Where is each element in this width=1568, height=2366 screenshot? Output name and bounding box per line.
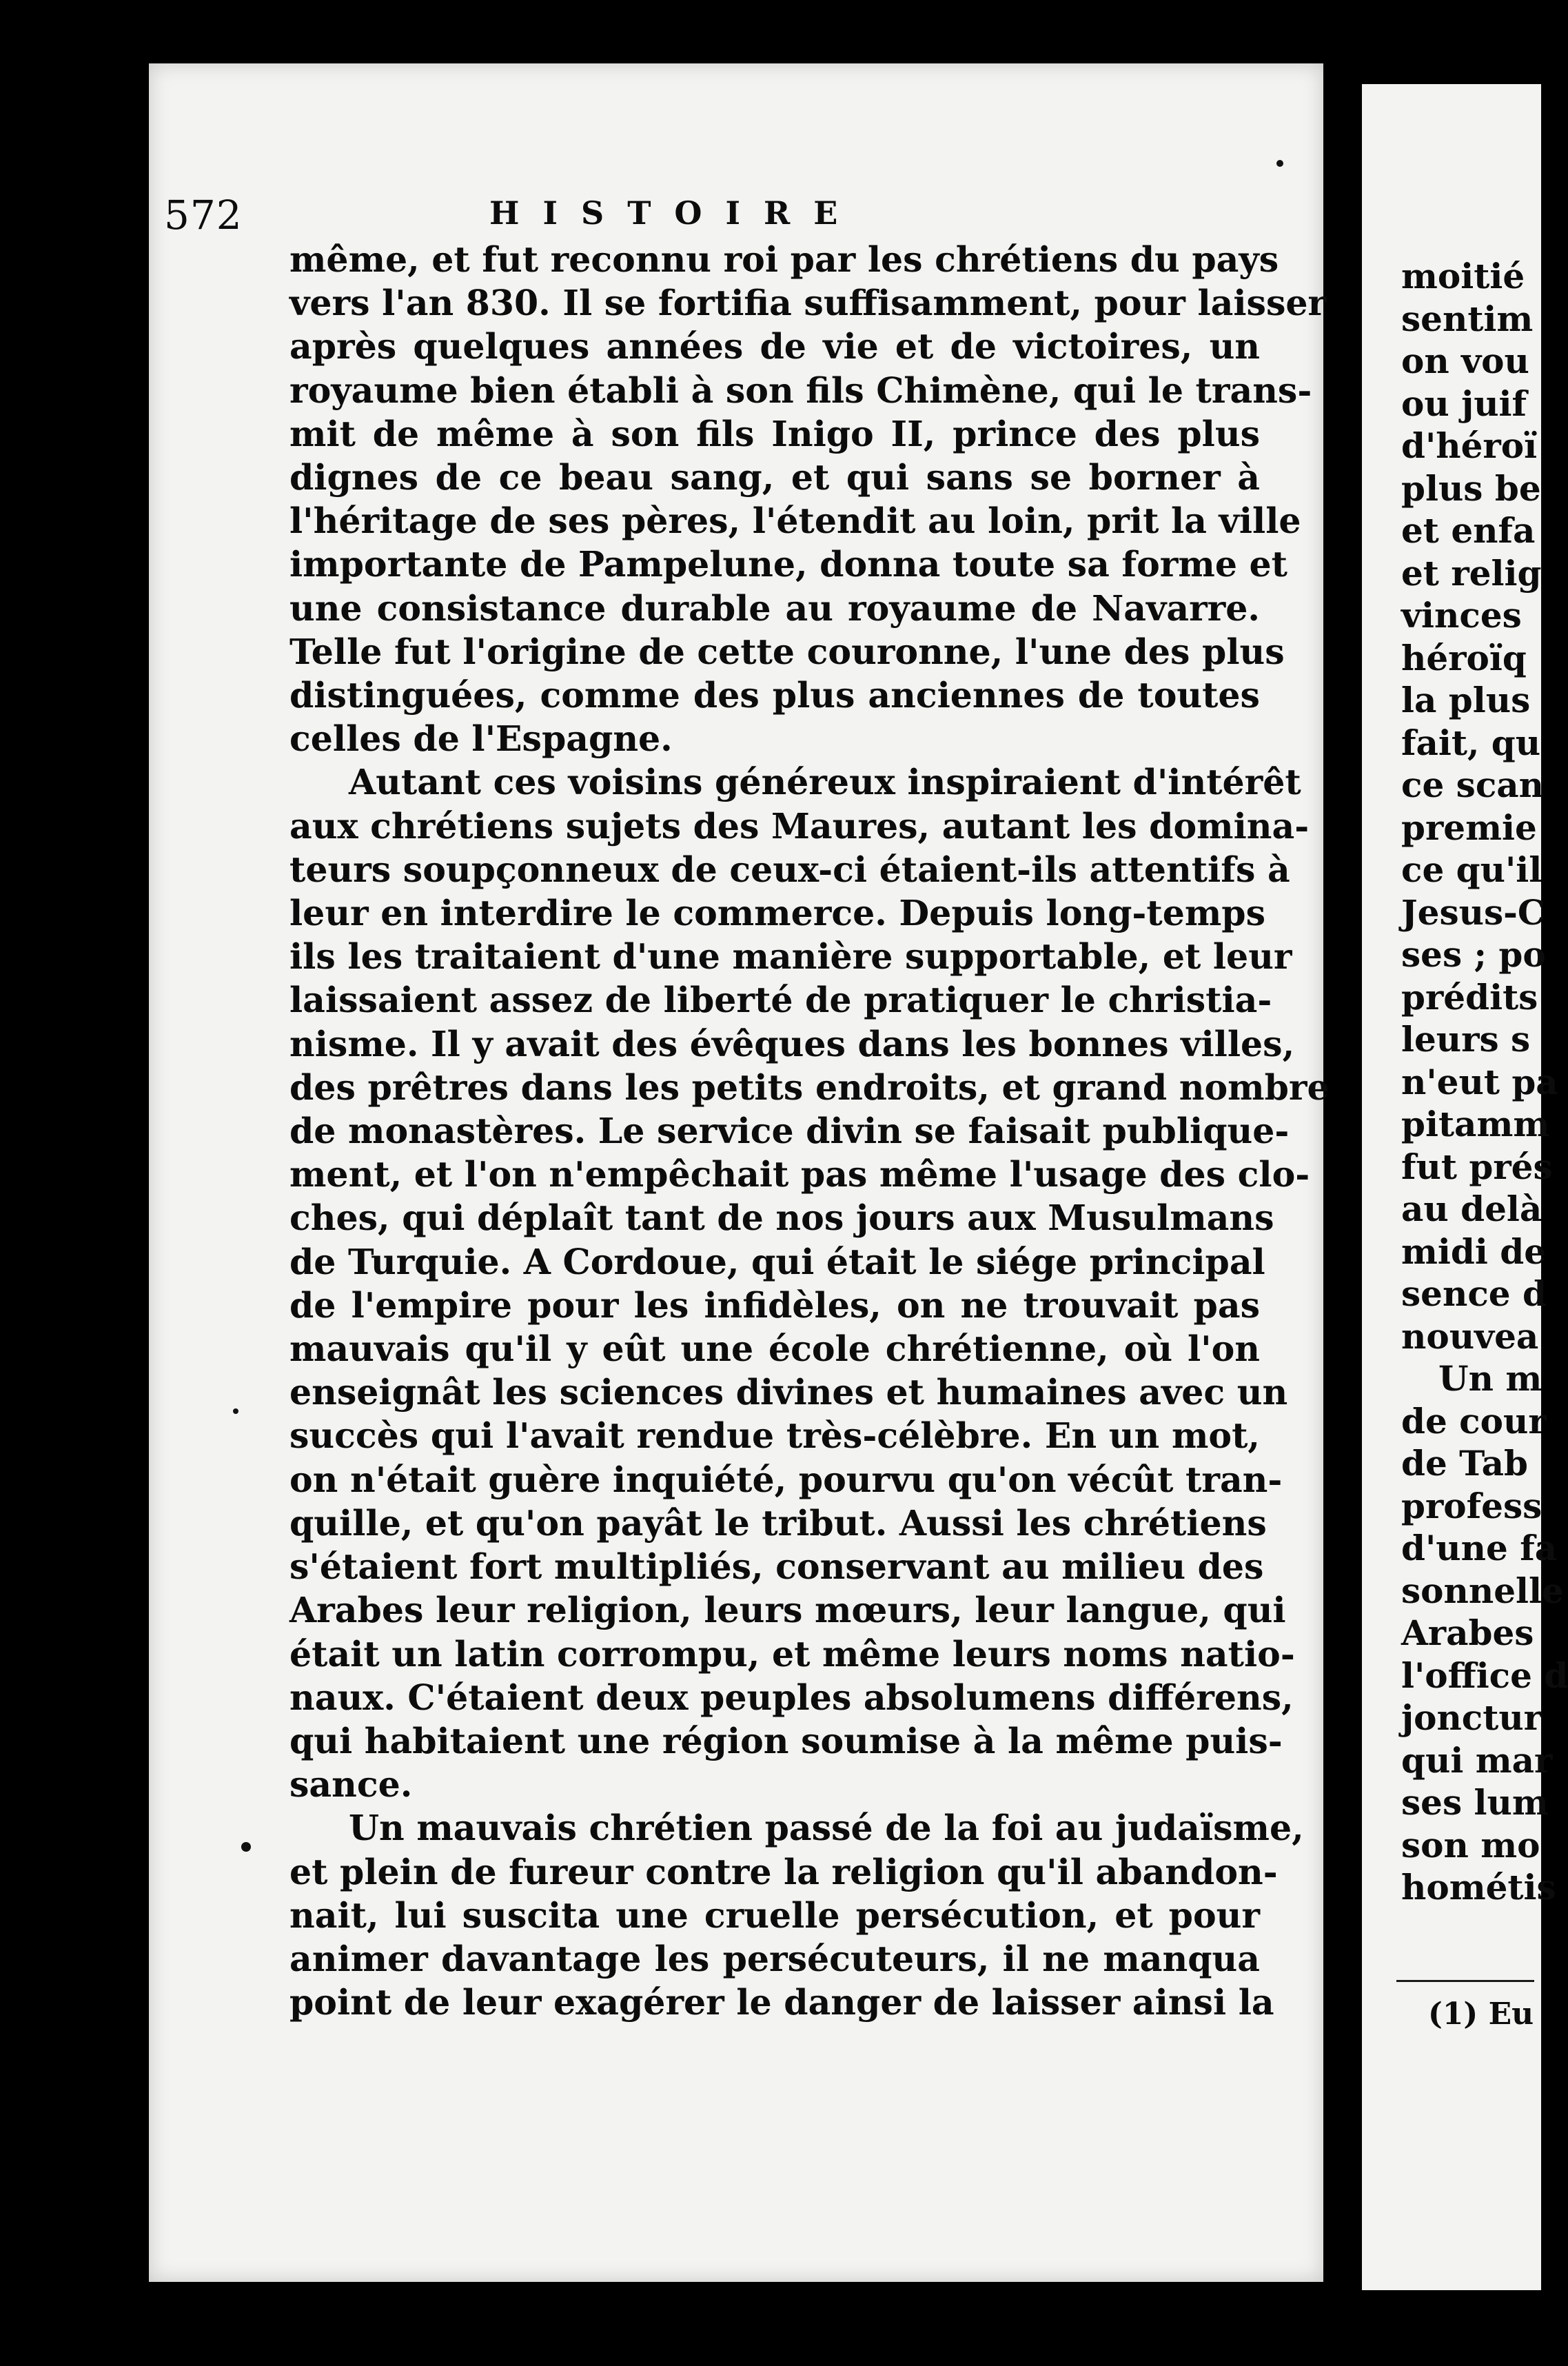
text-line-fragment: son mo <box>1401 1824 1540 1866</box>
text-line-fragment: hométis <box>1401 1867 1556 1908</box>
text-line: on n'était guère inquiété, pourvu qu'on vécût tran- <box>289 1459 1283 1500</box>
text-line-fragment: plus be <box>1401 467 1541 509</box>
text-line-fragment: vinces <box>1401 595 1522 636</box>
footnote-rule <box>1396 1980 1534 1982</box>
page-number: 572 <box>164 192 243 239</box>
text-line: l'héritage de ses pères, l'étendit au loin, prit la ville <box>289 501 1301 542</box>
text-line: nisme. Il y avait des évêques dans les bonnes villes, <box>289 1023 1295 1064</box>
text-line-fragment: héroïq <box>1401 637 1527 678</box>
text-line-fragment: ce scan <box>1401 765 1545 805</box>
text-line: mauvais qu'il y eût une école chrétienne, où l'on <box>289 1328 1260 1370</box>
text-line-fragment: nouvea <box>1401 1315 1539 1357</box>
text-line: sance. <box>289 1764 413 1806</box>
text-line: Arabes leur religion, leurs mœurs, leur langue, qui <box>289 1590 1286 1631</box>
text-line: aux chrétiens sujets des Maures, autant les domina- <box>289 805 1310 847</box>
text-line: enseignât les sciences divines et humaines avec un <box>289 1372 1288 1413</box>
text-line: importante de Pampelune, donna toute sa forme et <box>289 544 1288 585</box>
text-line: des prêtres dans les petits endroits, et grand nombre <box>289 1066 1330 1108</box>
text-line: vers l'an 830. Il se fortifia suffisamment, pour laisser <box>289 283 1327 324</box>
text-line: laissaient assez de liberté de pratiquer le christia- <box>289 980 1272 1021</box>
text-line: Telle fut l'origine de cette couronne, l'une des plus <box>289 631 1285 672</box>
footnote: (1) Eu <box>1428 1996 1534 2032</box>
text-line: nait, lui suscita une cruelle persécution, et pour <box>289 1894 1260 1936</box>
text-line: animer davantage les persécuteurs, il ne manqua <box>289 1938 1260 1979</box>
text-line-fragment: Arabes <box>1401 1612 1534 1653</box>
text-line-fragment: qui mar <box>1401 1739 1553 1781</box>
text-line-fragment: on vou <box>1401 341 1529 381</box>
text-line: celles de l'Espagne. <box>289 718 673 760</box>
text-line: teurs soupçonneux de ceux-ci étaient-ils attentifs à <box>289 849 1290 890</box>
text-line-fragment: ses ; po <box>1401 934 1546 975</box>
text-line: ils les traitaient d'une manière supportable, et leur <box>289 936 1292 978</box>
text-line-fragment: sonnelle <box>1401 1570 1564 1611</box>
text-line: leur en interdire le commerce. Depuis long-temps <box>289 893 1266 934</box>
text-line: quille, et qu'on payât le tribut. Aussi les chrétiens <box>289 1502 1267 1544</box>
text-line-fragment: la plus <box>1401 680 1531 720</box>
text-line: ches, qui déplaît tant de nos jours aux Musulmans <box>289 1197 1274 1239</box>
text-line: de l'empire pour les infidèles, on ne trouvait pas <box>289 1284 1260 1326</box>
ink-speck <box>1276 160 1283 167</box>
text-line-fragment: et enfa <box>1401 510 1536 551</box>
body-text <box>289 238 1330 2024</box>
text-line: royaume bien établi à son fils Chimène, qui le trans- <box>289 370 1312 411</box>
text-line-fragment: au delà <box>1401 1189 1542 1229</box>
text-line: Un mauvais chrétien passé de la foi au judaïsme, <box>349 1808 1304 1849</box>
ink-speck <box>233 1408 238 1414</box>
right-page-text <box>1401 255 1568 1909</box>
text-line: de Turquie. A Cordoue, qui était le siége principal <box>289 1241 1265 1282</box>
text-line: même, et fut reconnu roi par les chrétiens du pays <box>289 239 1279 280</box>
text-line-fragment: pitamm <box>1401 1104 1550 1144</box>
text-line-fragment: l'office d <box>1401 1655 1568 1696</box>
text-line: était un latin corrompu, et même leurs noms natio- <box>289 1633 1295 1675</box>
text-line-fragment: ce qu'il <box>1401 849 1542 890</box>
text-line-fragment: Jesus-C <box>1401 891 1545 933</box>
text-line-fragment: de cour <box>1401 1400 1547 1442</box>
text-line: s'étaient fort multipliés, conservant au milieu des <box>289 1546 1264 1588</box>
text-line-fragment: n'eut pa <box>1401 1061 1558 1102</box>
text-line: Autant ces voisins généreux inspiraient d'intérêt <box>349 762 1301 803</box>
text-line: naux. C'étaient deux peuples absolumens différens, <box>289 1677 1294 1718</box>
ink-speck <box>241 1842 251 1852</box>
text-line-fragment: profess <box>1401 1485 1542 1526</box>
text-line-fragment: ses lum <box>1401 1782 1549 1823</box>
text-line: ment, et l'on n'empêchait pas même l'usage des clo- <box>289 1154 1310 1195</box>
text-line-fragment: Un m <box>1438 1358 1542 1399</box>
text-line-fragment: et relig <box>1401 552 1542 594</box>
text-line-fragment: ou juif <box>1401 383 1527 424</box>
text-line-fragment: moitié <box>1401 256 1525 296</box>
text-line: de monastères. Le service divin se faisait publique- <box>289 1111 1290 1152</box>
text-line-fragment: fait, qu <box>1401 722 1541 763</box>
text-line-fragment: fut prés <box>1401 1146 1553 1187</box>
text-line-fragment: premie <box>1401 807 1537 848</box>
text-line: qui habitaient une région soumise à la même puis- <box>289 1720 1283 1761</box>
text-line-fragment: jonctur <box>1401 1697 1542 1738</box>
text-line-fragment: d'héroï <box>1401 425 1538 466</box>
text-line: succès qui l'avait rendue très-célèbre. En un mot, <box>289 1415 1260 1457</box>
text-line-fragment: d'une fa <box>1401 1528 1558 1568</box>
text-line: une consistance durable au royaume de Navarre. <box>289 587 1260 629</box>
text-line-fragment: prédits <box>1401 976 1538 1018</box>
text-line: point de leur exagérer le danger de laisser ainsi la <box>289 1982 1274 2023</box>
text-line-fragment: sentim <box>1401 298 1534 339</box>
text-line: et plein de fureur contre la religion qu'il abandon- <box>289 1851 1278 1892</box>
text-line-fragment: midi de <box>1401 1231 1547 1272</box>
text-line-fragment: de Tab <box>1401 1443 1528 1484</box>
text-line-fragment: leurs s <box>1401 1019 1531 1060</box>
text-line-fragment: sence d <box>1401 1273 1547 1314</box>
text-line: dignes de ce beau sang, et qui sans se borner à <box>289 457 1260 498</box>
text-line: mit de même à son fils Inigo II, prince des plus <box>289 413 1260 454</box>
text-line: distinguées, comme des plus anciennes de toutes <box>289 675 1260 716</box>
running-title: HISTOIRE <box>489 194 862 232</box>
text-line: après quelques années de vie et de victoires, un <box>289 326 1260 367</box>
